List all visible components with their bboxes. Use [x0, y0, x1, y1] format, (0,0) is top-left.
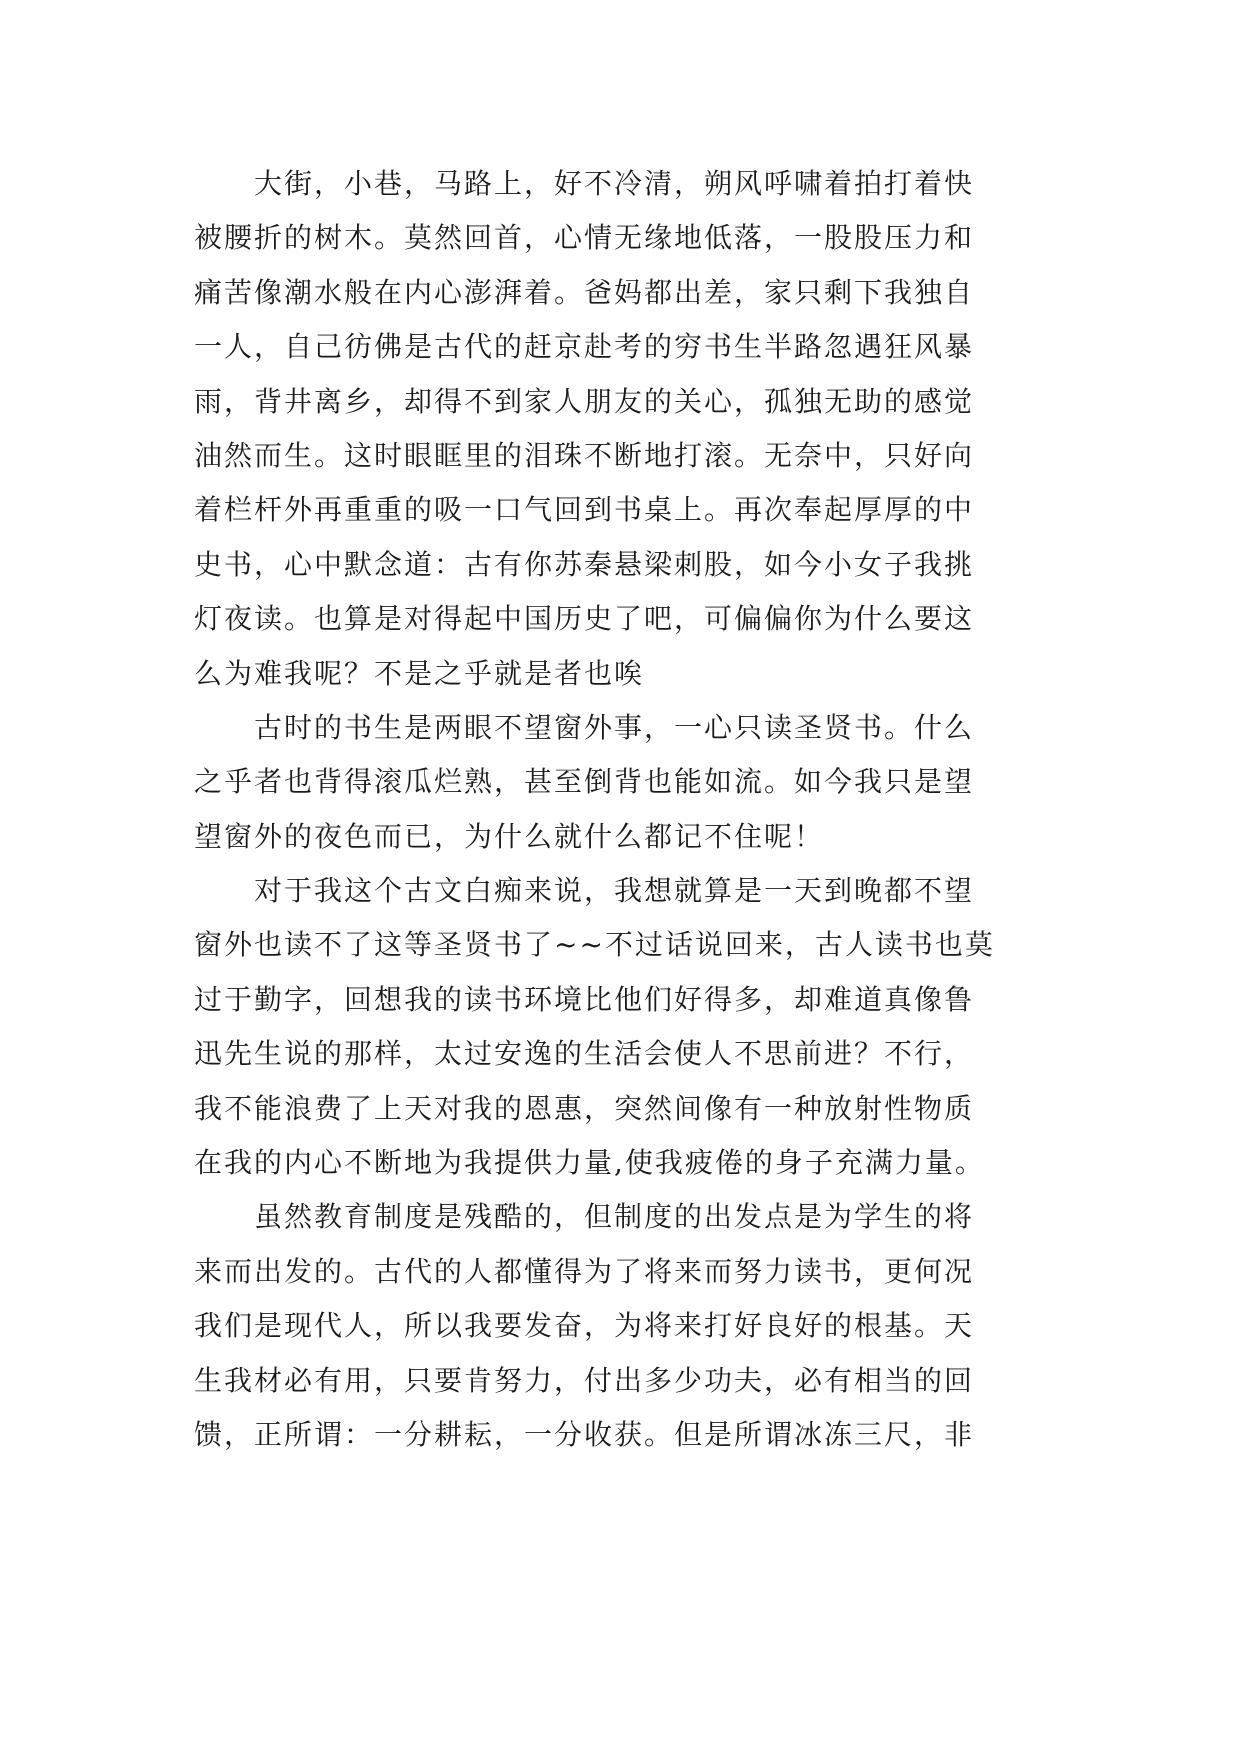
text-line: 望窗外的夜色而已，为什么就什么都记不住呢！ [194, 819, 825, 853]
text-line: 迅先生说的那样，太过安逸的生活会使人不思前进？不行， [194, 1037, 975, 1071]
text-line: 史书，心中默念道：古有你苏秦悬梁刺股，如今小女子我挑 [194, 547, 975, 581]
text-line: 馈，正所谓：一分耕耘，一分收获。但是所谓冰冻三尺，非 [194, 1417, 975, 1451]
text-line: 在我的内心不断地为我提供力量,使我疲倦的身子充满力量。 [194, 1146, 985, 1180]
text-line: 来而出发的。古代的人都懂得为了将来而努力读书，更何况 [194, 1254, 975, 1288]
paragraph-2 [194, 701, 1064, 864]
text-line: 雨，背井离乡，却得不到家人朋友的关心，孤独无助的感觉 [194, 384, 975, 418]
text-line: 虽然教育制度是残酷的，但制度的出发点是为学生的将 [194, 1200, 975, 1234]
text-line: 着栏杆外再重重的吸一口气回到书桌上。再次奉起厚厚的中 [194, 493, 975, 527]
text-line: 我不能浪费了上天对我的恩惠，突然间像有一种放射性物质 [194, 1091, 975, 1125]
text-line: 一人，自己彷佛是古代的赶京赴考的穷书生半路忽遇狂风暴 [194, 330, 975, 364]
text-line: 我们是现代人，所以我要发奋，为将来打好良好的根基。天 [194, 1309, 975, 1343]
text-line: 大街，小巷，马路上，好不冷清，朔风呼啸着拍打着快 [194, 167, 975, 200]
body-text [194, 157, 1064, 1462]
text-line: 被腰折的树木。莫然回首，心情无缘地低落，一股股压力和 [194, 221, 975, 255]
paragraph-4 [194, 1190, 1064, 1462]
paragraph-1 [194, 157, 1064, 701]
text-line: 窗外也读不了这等圣贤书了~~不过话说回来，古人读书也莫 [194, 928, 995, 962]
text-line: 灯夜读。也算是对得起中国历史了吧，可偏偏你为什么要这 [194, 602, 975, 636]
text-line: 古时的书生是两眼不望窗外事，一心只读圣贤书。什么 [194, 710, 975, 744]
text-line: 生我材必有用，只要肯努力，付出多少功夫，必有相当的回 [194, 1363, 975, 1397]
text-line: 对于我这个古文白痴来说，我想就算是一天到晚都不望 [194, 874, 975, 908]
text-line: 油然而生。这时眼眶里的泪珠不断地打滚。无奈中，只好向 [194, 438, 975, 472]
text-line: 之乎者也背得滚瓜烂熟，甚至倒背也能如流。如今我只是望 [194, 765, 975, 799]
paragraph-3 [194, 864, 1064, 1190]
text-line: 过于勤字，回想我的读书环境比他们好得多，却难道真像鲁 [194, 982, 975, 1016]
text-line: 么为难我呢？不是之乎就是者也唉 [194, 656, 645, 690]
text-line: 痛苦像潮水般在内心澎湃着。爸妈都出差，家只剩下我独自 [194, 275, 975, 309]
